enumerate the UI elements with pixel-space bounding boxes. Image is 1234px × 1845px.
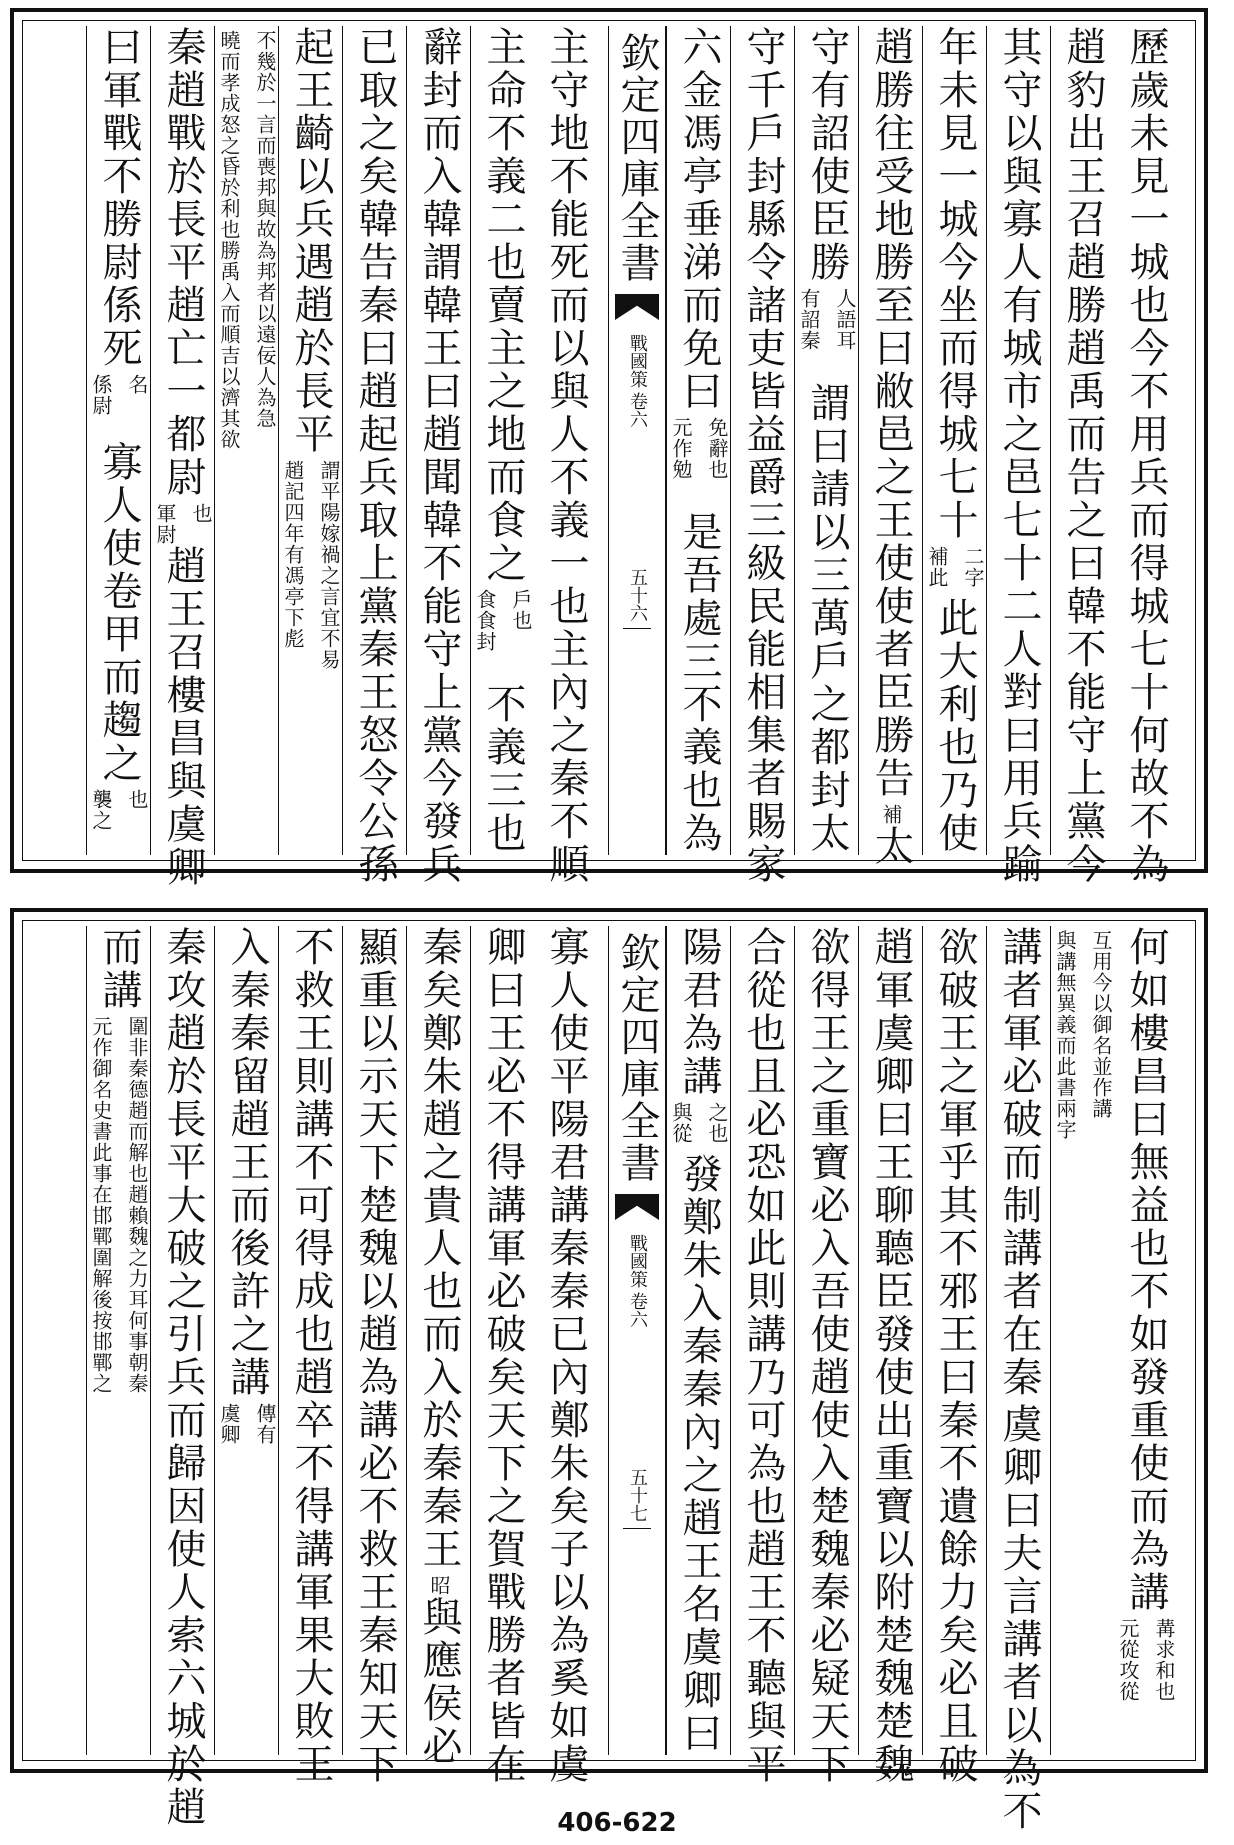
annotation-line: 戶也 — [509, 589, 533, 631]
main-text: 虞卿曰夫言講者以為不 — [996, 1403, 1042, 1833]
main-text: 是吾處三不義也為 — [676, 511, 722, 855]
annotation-line: 虞卿 — [217, 1403, 241, 1445]
annotation-line: 人語耳 — [833, 288, 857, 351]
annotation-line: 也 — [125, 788, 149, 810]
main-text: 歷歲未見一城也今不用兵而得城七十何故不為 — [1123, 26, 1169, 886]
volume-label: 卷六 — [627, 392, 648, 428]
main-text: 不救王則講不可得成也趙卒不得講軍果大敗王 — [288, 926, 334, 1786]
annotation-note — [83, 374, 155, 441]
annotation-line: 軍尉 — [153, 503, 177, 545]
annotation-note — [873, 804, 909, 825]
main-text: 守千戶封縣令諸吏皆益爵三級民能相集者賜家 — [740, 26, 786, 886]
main-text: 守有詔使臣勝 — [804, 26, 850, 284]
annotation-line: 元作御名史書此事在邯鄲圍解後按邯鄲之 — [89, 1016, 113, 1394]
text-column — [470, 926, 535, 1786]
annotation-note — [275, 460, 347, 680]
text-column — [406, 26, 471, 886]
annotation-line: 互用今以御名並作講 — [1089, 930, 1113, 1119]
text-column — [1050, 926, 1115, 1755]
main-text: 而講 — [96, 926, 142, 1012]
text-column — [1114, 26, 1178, 886]
text-column — [278, 26, 343, 855]
text-column — [534, 926, 598, 1786]
fish-tail-icon — [615, 294, 659, 320]
text-column — [922, 26, 987, 855]
main-text: 顯重以示天下楚魏以趙為講必不救王秦知天下 — [352, 926, 398, 1786]
annotation-line: 補此 — [925, 546, 949, 588]
annotation-note — [83, 1016, 155, 1394]
book-title: 戰國策 — [627, 1234, 648, 1288]
text-column — [470, 26, 535, 855]
text-column — [730, 926, 795, 1786]
annotation-note — [467, 589, 539, 683]
text-column — [86, 26, 151, 855]
text-column — [858, 926, 923, 1786]
main-text: 已取之矣韓告秦曰趙起兵取上黨秦王怒令公孫 — [352, 26, 398, 886]
annotation-line: 襲之 — [89, 788, 113, 831]
text-column — [986, 26, 1051, 886]
main-text: 卿曰王必不得講軍必破矣天下之賀戰勝者皆在 — [480, 926, 526, 1786]
text-column — [730, 26, 795, 886]
main-text: 趙勝往受地勝至曰敝邑之王使使者臣勝告 — [868, 26, 914, 800]
main-text: 講者軍必破而制講者在秦 — [996, 926, 1042, 1399]
fish-tail-icon — [615, 1194, 659, 1220]
main-text: 秦趙戰於長平趙亡一都尉 — [160, 26, 206, 499]
main-text: 合從也且必恐如此則講乃可為也趙王不聽與平 — [740, 926, 786, 1786]
folio-number: 五十六 — [627, 568, 648, 622]
folio-rule — [623, 1528, 651, 1529]
annotation-note — [791, 288, 863, 382]
main-text: 趙王召樓昌與虞卿 — [160, 545, 206, 889]
annotation-line: 不幾於一言而喪邦與故為邦者以遠佞人為急 — [253, 30, 277, 429]
text-column — [1114, 926, 1178, 1755]
text-column — [858, 26, 923, 868]
annotation-note — [147, 503, 219, 545]
book-title: 戰國策 — [627, 334, 648, 388]
annotation-note — [663, 417, 735, 511]
annotation-line: 有詔秦 — [797, 288, 821, 351]
text-column — [278, 926, 343, 1786]
annotation-line: 元作勉 — [669, 417, 693, 480]
annotation-line: 昭 — [427, 1575, 451, 1596]
annotation-note — [1110, 1618, 1182, 1755]
main-text: 欲破王之軍乎其不邪王曰秦不遺餘力矣必且破 — [932, 926, 978, 1786]
annotation-line: 之也 — [705, 1102, 729, 1144]
text-column — [534, 26, 598, 886]
annotation-line: 圍非秦德趙而解也趙賴魏之力耳何事朝秦 — [125, 1016, 149, 1394]
annotation-line: 與講無異義而此書兩字 — [1053, 930, 1077, 1140]
annotation-note — [421, 1575, 457, 1596]
annotation-line: 與從 — [669, 1102, 693, 1144]
annotation-line: 曉而孝成怒之昏於利也勝禹入而順吉以濟其欲 — [217, 30, 241, 450]
main-text: 辭封而入韓謂韓王曰趙聞韓不能守上黨今發兵 — [416, 26, 462, 886]
text-column — [794, 26, 859, 855]
main-text: 此大利也乃使 — [932, 597, 978, 855]
annotation-note — [211, 1403, 283, 1623]
annotation-line: 名 — [125, 374, 149, 395]
collection-title: 欽定四庫全書 — [614, 932, 660, 1184]
main-text: 其守以與寡人有城市之邑七十二人對曰用兵踰 — [996, 26, 1042, 886]
main-text: 曰軍戰不勝尉係死 — [96, 26, 142, 370]
text-column — [666, 26, 731, 855]
main-text: 寡人使卷甲而趨之 — [96, 440, 142, 785]
text-column — [150, 926, 215, 1829]
main-text: 六金馮亭垂涕而免曰 — [676, 26, 722, 413]
text-column — [86, 926, 151, 1755]
main-text: 趙軍虞卿曰王聊聽臣發使出重寶以附楚魏楚魏 — [868, 926, 914, 1786]
main-text: 不義三也 — [480, 683, 526, 855]
main-text: 主守地不能死而以與人不義一也主內之秦不順 — [543, 26, 589, 886]
text-column — [986, 926, 1051, 1833]
text-column — [1050, 26, 1115, 886]
main-text: 與應侯必 — [416, 1596, 462, 1768]
folio-number: 五十七 — [627, 1468, 648, 1522]
text-column — [214, 26, 279, 855]
main-text: 太 — [868, 825, 914, 868]
text-column — [150, 26, 215, 889]
text-column — [406, 926, 471, 1768]
annotation-note — [83, 789, 155, 856]
main-text: 寡人使平陽君講秦秦已內鄭朱矣子以為奚如虞 — [543, 926, 589, 1786]
center-column — [608, 26, 666, 855]
annotation-note — [663, 1102, 735, 1153]
main-text: 發鄭朱入秦秦內之趙王名虞卿曰 — [676, 1153, 722, 1755]
annotation-line: 免辭也 — [705, 417, 729, 480]
annotation-note — [1047, 930, 1119, 1150]
main-text: 起王齮以兵遇趙於長平 — [288, 26, 334, 456]
main-text: 年未見一城今坐而得城七十 — [932, 26, 978, 542]
center-column — [608, 926, 666, 1755]
annotation-note — [211, 30, 283, 450]
text-column — [922, 926, 987, 1786]
annotation-line: 係尉 — [89, 374, 113, 416]
main-text: 何如樓昌曰無益也不如發重使而為講 — [1123, 926, 1169, 1614]
folio-rule — [623, 628, 651, 629]
main-text: 趙豹出王召趙勝趙禹而告之曰韓不能守上黨今 — [1060, 26, 1106, 886]
page-top — [10, 8, 1208, 889]
annotation-line: 趙記四年有馮亭下彪 — [281, 460, 305, 649]
annotation-line: 食食封 — [473, 589, 497, 652]
page-footer-number: 406-622 — [557, 1808, 677, 1838]
main-text: 陽君為講 — [676, 926, 722, 1098]
annotation-line: 也 — [189, 503, 213, 524]
annotation-line: 補 — [879, 804, 903, 825]
text-column — [342, 926, 407, 1786]
annotation-line: 元從攻從 — [1116, 1618, 1140, 1702]
main-text: 入秦秦留趙王而後許之講 — [224, 926, 270, 1399]
volume-label: 卷六 — [627, 1292, 648, 1328]
collection-title: 欽定四庫全書 — [614, 32, 660, 284]
text-column — [666, 926, 731, 1755]
text-column — [794, 926, 859, 1786]
annotation-line: 二字 — [961, 546, 985, 588]
annotation-line: 謂平陽嫁禍之言宜不易 — [317, 460, 341, 670]
main-text: 秦矣鄭朱趙之貴人也而入於秦秦王 — [416, 926, 462, 1571]
main-text: 主命不義二也賣主之地而食之 — [480, 26, 526, 585]
text-column — [214, 926, 279, 1755]
main-text: 欲得王之重寶必入吾使趙使入楚魏秦必疑天下 — [804, 926, 850, 1786]
main-text: 謂曰請以三萬戶之都封太 — [804, 382, 850, 855]
main-text: 秦攻趙於長平大破之引兵而歸因使人索六城於趙 — [160, 926, 206, 1829]
annotation-note — [919, 546, 991, 597]
annotation-line: 傳有 — [253, 1403, 277, 1445]
annotation-line: 冓求和也 — [1152, 1618, 1176, 1702]
text-column — [342, 26, 407, 886]
